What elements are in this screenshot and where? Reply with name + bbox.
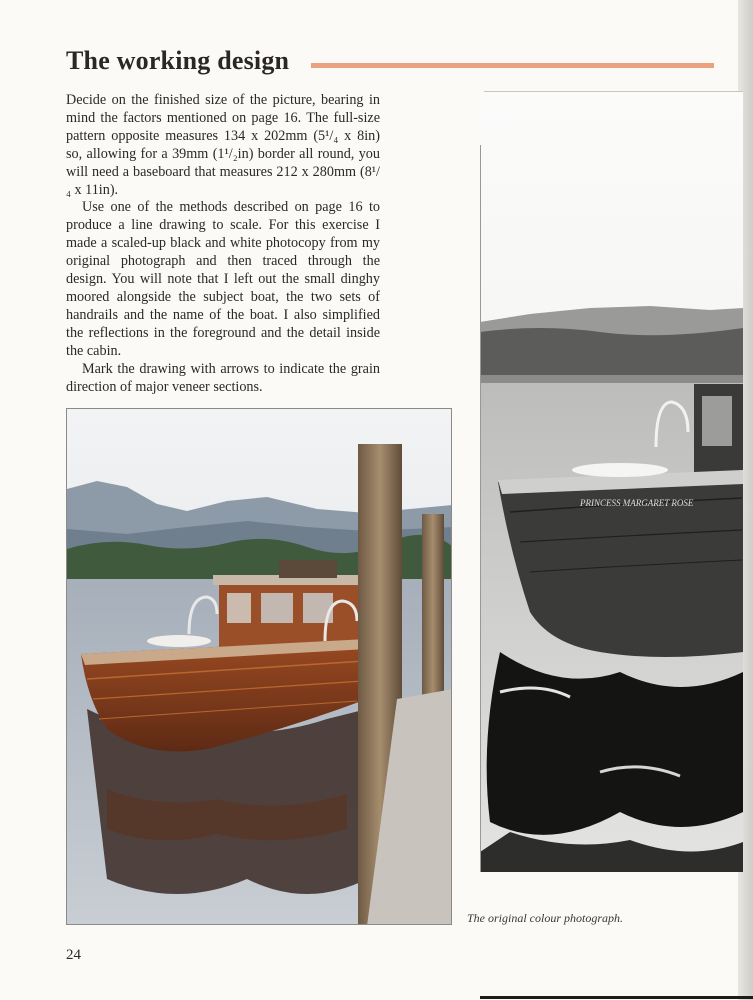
- photo-caption: The original colour photograph.: [467, 911, 624, 925]
- paragraph-2: Use one of the methods described on page 16 to produce a line drawing to scale. For this exercise I made a scaled-up black and white photocopy from my original photograph and then traced through the design. You will note that I left out the small dinghy moored alongside the subject boat, the two sets of handrails and the name of the boat. I also simplified the reflections in the foreground and the detail inside the cabin.: [66, 199, 380, 359]
- bottom-rule: [480, 996, 753, 999]
- body-text: [66, 92, 380, 396]
- title-rule: [311, 63, 714, 68]
- boat-name-label: PRINCESS MARGARET ROSE: [580, 498, 694, 508]
- bw-photograph: [480, 92, 743, 872]
- page-title: The working design: [66, 46, 290, 75]
- paragraph-1: Decide on the finished size of the picture, bearing in mind the factors mentioned on page 16. The full-size pattern opposite measures 134 x 202mm (5¹/₄ x 8in) so, allowing for a 39mm (1¹/₂in) border all round, you will need a baseboard that measures 212 x 280mm (8¹/₄ x 11in).: [66, 92, 380, 198]
- page-number: 24: [66, 947, 81, 963]
- paragraph-3: Mark the drawing with arrows to indicate the grain direction of major veneer sections.: [66, 360, 380, 395]
- photo-left-rule: [480, 145, 481, 872]
- color-photograph: [66, 408, 452, 925]
